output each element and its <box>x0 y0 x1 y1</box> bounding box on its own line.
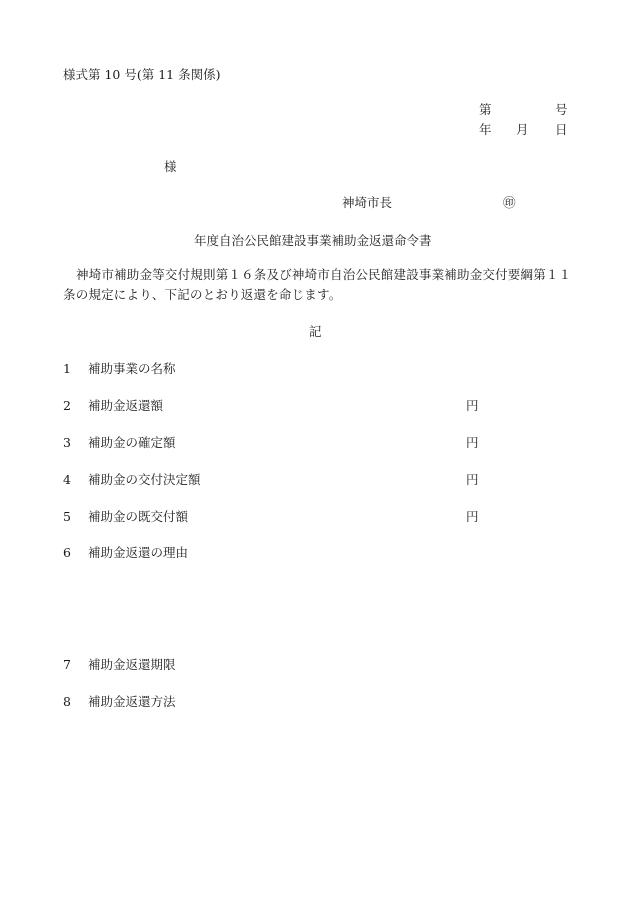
document-title: 年度自治公民館建設事業補助金返還命令書 <box>194 233 432 248</box>
item-label: 補助金返還の理由 <box>88 545 189 560</box>
item-number: 8 <box>63 694 71 709</box>
reference-number-suffix: 号 <box>555 102 568 117</box>
reference-number-label: 第 <box>479 102 492 117</box>
list-item-confirmed-amount <box>63 433 176 451</box>
date-month-label: 月 <box>516 122 529 137</box>
list-item-grant-decision-amount <box>63 470 201 488</box>
item-label: 補助金返還期限 <box>88 657 176 672</box>
date-day-label: 日 <box>555 122 568 137</box>
item-number: 5 <box>63 509 71 524</box>
ki-heading: 記 <box>309 324 322 339</box>
form-number: 様式第 10 号(第 11 条関係) <box>63 67 221 82</box>
item-label: 補助金返還方法 <box>88 694 176 709</box>
item-number: 3 <box>63 435 71 450</box>
item-number: 6 <box>63 545 71 560</box>
item-label: 補助金の確定額 <box>88 435 176 450</box>
list-item-return-method <box>63 692 176 710</box>
item-label: 補助金返還額 <box>88 398 164 413</box>
yen-unit: 円 <box>466 509 479 524</box>
list-item-return-amount <box>63 396 163 414</box>
seal-icon: ㊞ <box>503 195 516 210</box>
body-paragraph: 神埼市補助金等交付規則第１６条及び神埼市自治公民館建設事業補助金交付要綱第１１条の規定により、下記のとおり返還を命じます。 <box>63 267 572 302</box>
item-label: 補助事業の名称 <box>88 361 176 376</box>
list-item-project-name <box>63 359 176 377</box>
item-label: 補助金の既交付額 <box>88 509 189 524</box>
list-item-return-deadline <box>63 655 176 673</box>
yen-unit: 円 <box>466 472 479 487</box>
yen-unit: 円 <box>466 398 479 413</box>
item-number: 2 <box>63 398 71 413</box>
item-number: 1 <box>63 361 71 376</box>
issuer-name: 神埼市長 <box>342 195 393 210</box>
date-year-label: 年 <box>479 122 492 137</box>
list-item-already-granted-amount <box>63 507 188 525</box>
list-item-return-reason <box>63 543 188 561</box>
yen-unit: 円 <box>466 435 479 450</box>
item-label: 補助金の交付決定額 <box>88 472 201 487</box>
item-number: 4 <box>63 472 71 487</box>
recipient-honorific: 様 <box>164 159 177 174</box>
item-number: 7 <box>63 657 71 672</box>
